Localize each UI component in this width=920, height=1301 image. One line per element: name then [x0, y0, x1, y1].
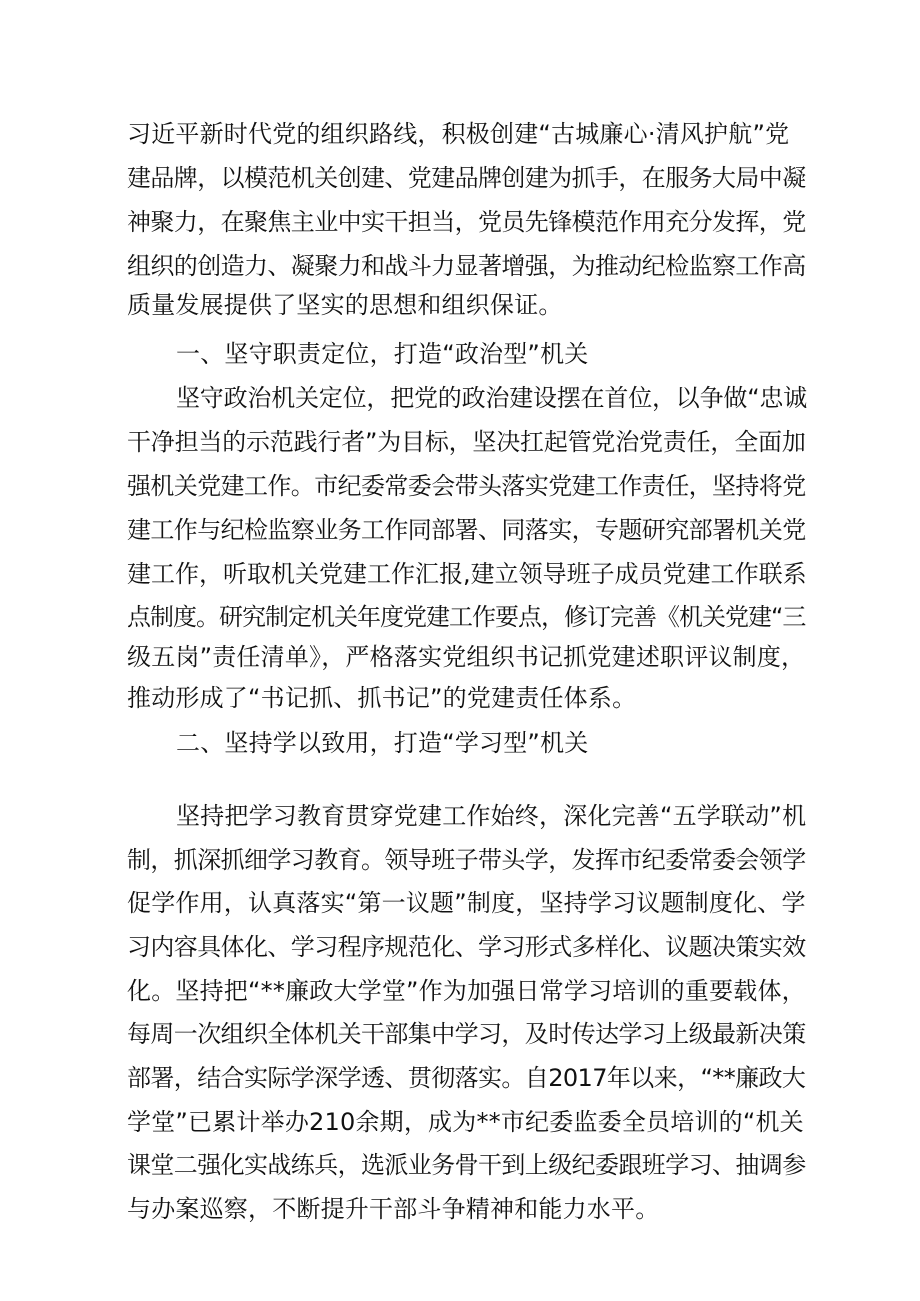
section1-line-8: 推动形成了“书记抓、抓书记”的党建责任体系。: [127, 684, 637, 712]
section2-heading: 二、坚持学以致用，打造“学习型”机关: [176, 729, 589, 757]
intro-line-1: 习近平新时代党的组织路线，积极创建“古城廉心·清风护航”党: [127, 120, 790, 148]
section1-line-2: 干净担当的示范践行者”为目标，坚决扛起管党治党责任，全面加: [127, 428, 806, 456]
section2-line-7: 部署，结合实际学深学透、贯彻落实。自2017年以来，“**廉政大: [127, 1064, 806, 1092]
section1-line-1: 坚守政治机关定位，把党的政治建设摆在首位，以争做“忠诚: [176, 384, 808, 412]
section2-line-3: 促学作用，认真落实“第一议题”制度，坚持学习议题制度化、学: [127, 889, 806, 917]
section1-line-7: 级五岗”责任清单》，严格落实党组织书记抓党建述职评议制度，: [127, 643, 806, 671]
intro-line-3: 神聚力，在聚焦主业中实干担当，党员先锋模范作用充分发挥，党: [127, 208, 806, 236]
section2-line-9: 课堂二强化实战练兵，选派业务骨干到上级纪委跟班学习、抽调参: [127, 1151, 806, 1179]
section2-line-8: 学堂”已累计举办210余期，成为**市纪委监委全员培训的“机关: [127, 1108, 804, 1136]
section2-line-1: 坚持把学习教育贯穿党建工作始终，深化完善“五学联动”机: [176, 802, 807, 830]
section1-line-5: 建工作，听取机关党建工作汇报,建立领导班子成员党建工作联系: [127, 560, 807, 588]
intro-line-2: 建品牌，以模范机关创建、党建品牌创建为抓手，在服务大局中凝: [127, 164, 806, 192]
section2-line-2: 制，抓深抓细学习教育。领导班子带头学，发挥市纪委常委会领学: [127, 846, 806, 874]
section1-line-3: 强机关党建工作。市纪委常委会带头落实党建工作责任，坚持将党: [127, 472, 806, 500]
section1-heading: 一、坚守职责定位，打造“政治型”机关: [176, 340, 589, 368]
section1-line-4: 建工作与纪检监察业务工作同部署、同落实，专题研究部署机关党: [127, 516, 806, 544]
intro-line-4: 组织的创造力、凝聚力和战斗力显著增强，为推动纪检监察工作高: [127, 252, 806, 280]
section2-line-5: 化。坚持把“**廉政大学堂”作为加强日常学习培训的重要载体，: [127, 977, 806, 1005]
section1-line-6: 点制度。研究制定机关年度党建工作要点，修订完善《机关党建“三: [127, 603, 806, 631]
intro-line-5: 质量发展提供了坚实的思想和组织保证。: [127, 291, 563, 319]
section2-line-4: 习内容具体化、学习程序规范化、学习形式多样化、议题决策实效: [127, 933, 806, 961]
section2-line-10: 与办案巡察，不断提升干部斗争精神和能力水平。: [127, 1195, 660, 1223]
section2-line-6: 每周一次组织全体机关干部集中学习，及时传达学习上级最新决策: [127, 1020, 806, 1048]
